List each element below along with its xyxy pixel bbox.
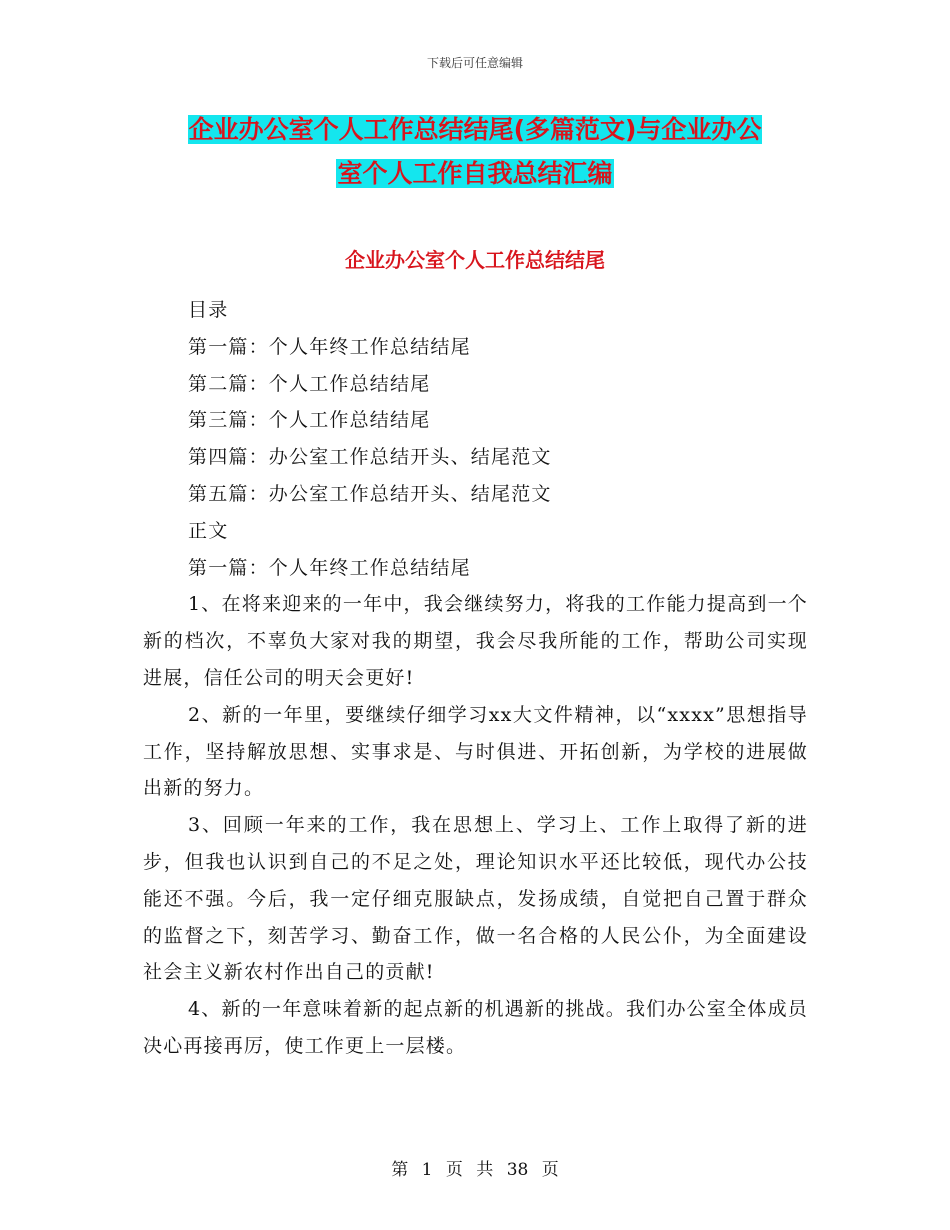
page-footer: 第 1 页 共 38 页 bbox=[391, 1160, 559, 1180]
toc-item: 第二篇：个人工作总结结尾 bbox=[188, 372, 431, 395]
section-subtitle: 企业办公室个人工作总结结尾 bbox=[345, 248, 605, 272]
toc-heading: 目录 bbox=[188, 299, 229, 321]
document-title-line-1 bbox=[0, 110, 950, 150]
toc-item: 第四篇：办公室工作总结开头、结尾范文 bbox=[188, 446, 552, 469]
toc-item: 第一篇：个人年终工作总结结尾 bbox=[188, 335, 471, 358]
document-title-line-2 bbox=[0, 154, 950, 194]
toc-item: 第三篇：个人工作总结结尾 bbox=[188, 409, 431, 432]
toc-item: 第五篇：办公室工作总结开头、结尾范文 bbox=[188, 482, 552, 505]
document-body bbox=[143, 292, 808, 1065]
body-paragraph: 3、回顾一年来的工作，我在思想上、学习上、工作上取得了新的进步，但我也认识到自己的不足之处，理论知识水平还比较低，现代办公技能还不强。今后，我一定仔细克服缺点，发扬成绩，自觉把自己置于群众的监督之下，刻苦学习、勤奋工作，做一名合格的人民公仆，为全面建设社会主义新农村作出自己的贡献! bbox=[143, 814, 808, 984]
page-header-note: 下载后可任意编辑 bbox=[426, 56, 523, 70]
body-paragraph: 4、新的一年意味着新的起点新的机遇新的挑战。我们办公室全体成员决心再接再厉，使工作更上一层楼。 bbox=[143, 998, 808, 1057]
section-title: 第一篇：个人年终工作总结结尾 bbox=[188, 556, 471, 579]
document-title-line-2-text: 室个人工作自我总结汇编 bbox=[337, 159, 613, 188]
body-paragraph: 1、在将来迎来的一年中，我会继续努力，将我的工作能力提高到一个新的档次，不辜负大家对我的期望，我会尽我所能的工作，帮助公司实现进展，信任公司的明天会更好! bbox=[143, 593, 808, 689]
body-heading: 正文 bbox=[188, 519, 229, 542]
document-title-line-1-text: 企业办公室个人工作总结结尾(多篇范文)与企业办公 bbox=[188, 115, 762, 144]
body-paragraph: 2、新的一年里，要继续仔细学习xx大文件精神，以“xxxx”思想指导工作，坚持解放思想、实事求是、与时俱进、开拓创新，为学校的进展做出新的努力。 bbox=[143, 703, 808, 800]
